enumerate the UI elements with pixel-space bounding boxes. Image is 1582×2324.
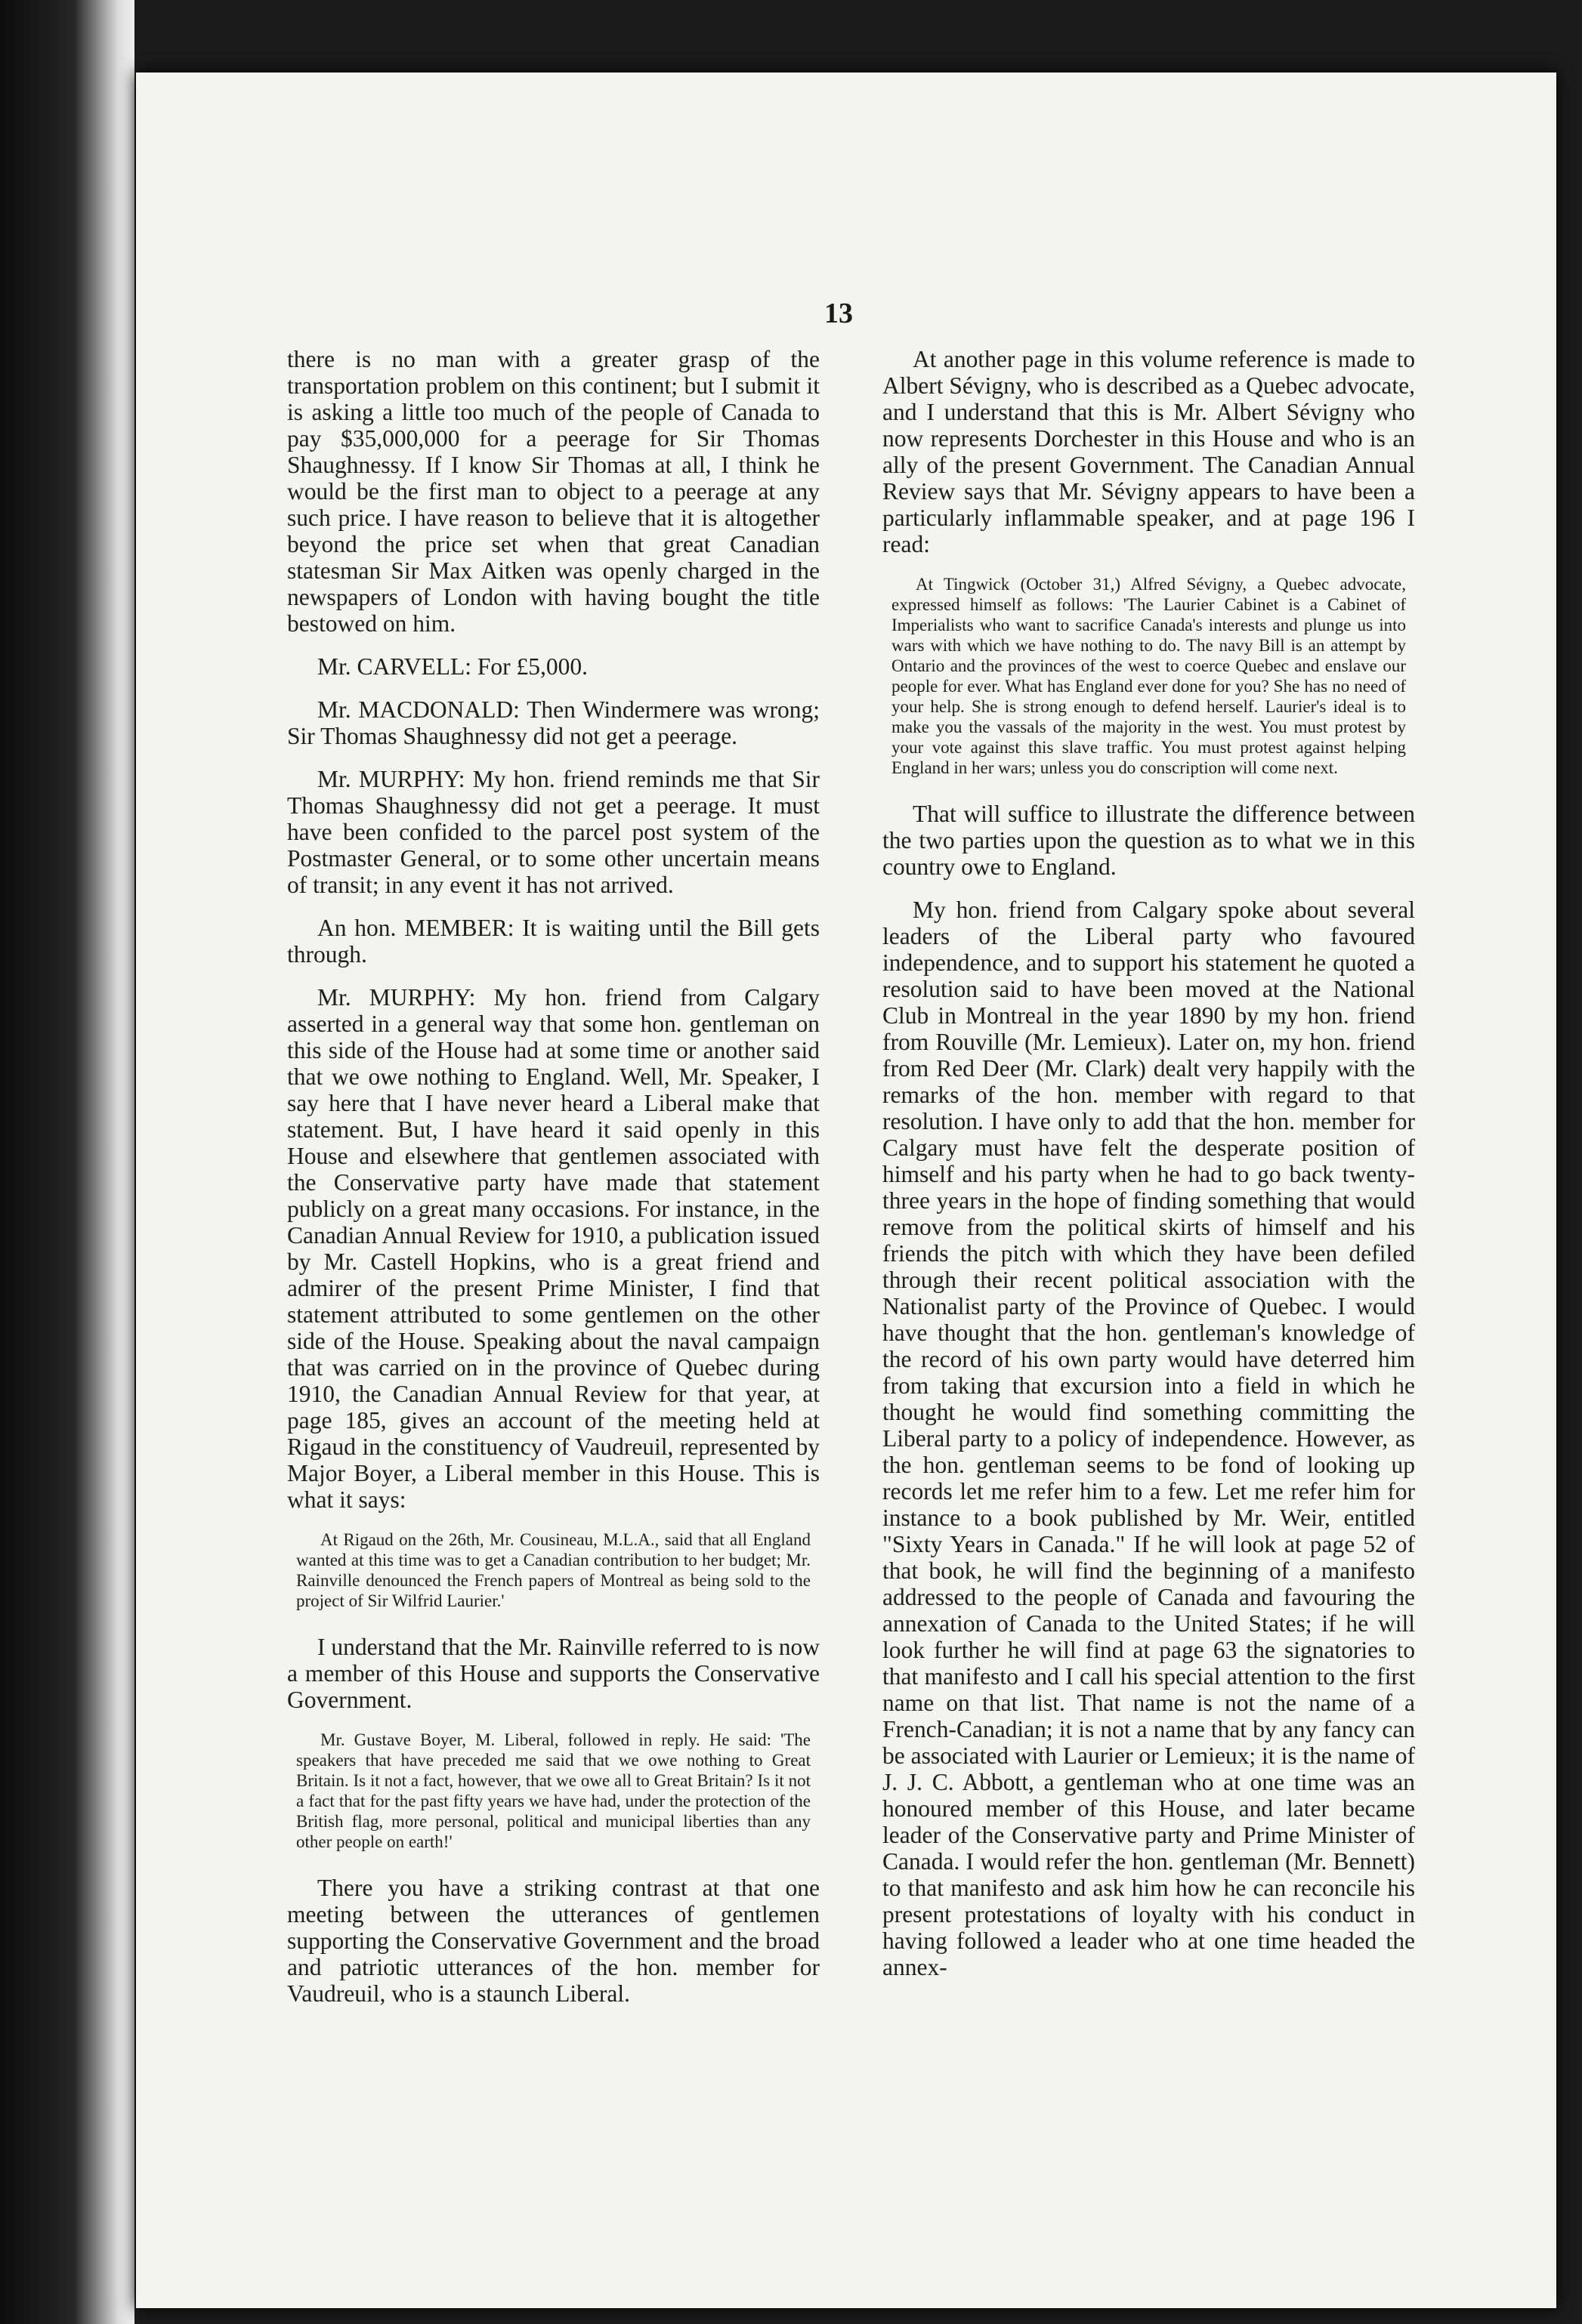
- block-quote: At Rigaud on the 26th, Mr. Cousineau, M.L.A., said that all England wanted at this time was to get a Canadian contribution to her budget; Mr. Rainville denounced the French papers of Montreal as being sold to the project of Sir Wilfrid Laurier.': [296, 1530, 811, 1610]
- block-quote: At Tingwick (October 31,) Alfred Sévigny, a Quebec advocate, expressed himself as follows: 'The Laurier Cabinet is a Cabinet of Imperialists who want to sacrifice Canada's interests and plunge us into wars with which we have nothing to do. The navy Bill is an attempt by Ontario and the provinces of the west to coerce Quebec and enslave our people for ever. What has England ever done for you? She has no need of your help. She is strong enough to defend herself. Laurier's ideal is to make you the vassals of the majority in the west. You must protest by your vote against this slave traffic. You must protest against helping England in her wars; unless you do conscription will come next.: [891, 575, 1406, 777]
- paragraph: An hon. MEMBER: It is waiting until the Bill gets through.: [287, 915, 820, 968]
- paragraph: My hon. friend from Calgary spoke about several leaders of the Liberal party who favoured independence, and to support his statement he quoted a resolution said to have been moved at the National Club in Montreal in the year 1890 by my hon. friend from Rouville (Mr. Lemieux). Later on, my hon. friend from Red Deer (Mr. Clark) dealt very happily with the remarks of the hon. member with regard to that resolution. I have only to add that the hon. member for Calgary must have felt the desperate position of himself and his party when he had to go back twenty-three years in the hope of finding something that would remove from the political skirts of himself and his friends the pitch with which they have been defiled through their recent political association with the Nationalist party of the Province of Quebec. I would have thought that the hon. gentleman's knowledge of the record of his own party would have deterred him from taking that excursion into a field in which he thought he would find something committing the Liberal party to a policy of independence. However, as the hon. gentleman seems to be fond of looking up records let me refer him to a few. Let me refer him for instance to a book published by Mr. Weir, entitled "Sixty Years in Canada." If he will look at page 52 of that book, he will find the beginning of a manifesto addressed to the people of Canada and favouring the annexation of Canada to the United States; if he will look further he will find at page 63 the signatories to that manifesto and I call his special attention to the first name on that list. That name is not the name of a French-Canadian; it is not a name that by any fancy can be associated with Laurier or Lemieux; it is the name of J. J. C. Abbott, a gentleman who at one time was an honoured member of this House, and later became leader of the Conservative party and Prime Minister of Canada. I would refer the hon. gentleman (Mr. Bennett) to that manifesto and ask him how he can reconcile his present protestations of loyalty with his conduct in having followed a leader who at one time headed the annex-: [882, 897, 1416, 1980]
- paragraph: At another page in this volume reference is made to Albert Sévigny, who is described as a Quebec advocate, and I understand that this is Mr. Albert Sévigny who now represents Dorchester in this House and who is an ally of the present Government. The Canadian Annual Review says that Mr. Sévigny appears to have been a particularly inflammable speaker, and at page 196 I read:: [882, 346, 1415, 557]
- paragraph: Mr. CARVELL: For £5,000.: [317, 653, 588, 680]
- paragraph: There you have a striking contrast at that one meeting between the utterances of gentlemen supporting the Conservative Government and the broad and patriotic utterances of the hon. member for Vaudreuil, who is a staunch Liberal.: [287, 1875, 820, 2007]
- block-quote: Mr. Gustave Boyer, M. Liberal, followed in reply. He said: 'The speakers that have preceded me said that we owe nothing to Great Britain. Is it not a fact, however, that we owe all to Great Britain? Is it not a fact that for the past fifty years we have had, under the protection of the British flag, more personal, political and municipal liberties than any other people on earth!': [296, 1730, 811, 1851]
- paragraph-continued: there is no man with a greater grasp of the transportation problem on this continent; but I submit it is asking a little too much of the people of Canada to pay $35,000,000 for a peerage for Sir Thomas Shaughnessy. If I know Sir Thomas at all, I think he would be the first man to object to a peerage at any such price. I have reason to believe that it is altogether beyond the price set when that great Canadian statesman Sir Max Aitken was openly charged in the newspapers of London with having bought the title bestowed on him.: [287, 346, 820, 637]
- right-column: [882, 346, 1415, 1997]
- paragraph: I understand that the Mr. Rainville referred to is now a member of this House and supports the Conservative Government.: [287, 1634, 820, 1713]
- paragraph: Mr. MURPHY: My hon. friend reminds me that Sir Thomas Shaughnessy did not get a peerage. It must have been confided to the parcel post system of the Postmaster General, or to some other uncertain means of transit; in any event it has not arrived.: [287, 766, 820, 898]
- page-number: 13: [824, 298, 853, 329]
- left-column: [287, 346, 820, 2023]
- paragraph: Mr. MURPHY: My hon. friend from Calgary asserted in a general way that some hon. gentleman on this side of the House had at some time or another said that we owe nothing to England. Well, Mr. Speaker, I say here that I have never heard a Liberal make that statement. But, I have heard it said openly in this House and elsewhere that gentlemen associated with the Conservative party have made that statement publicly on a great many occasions. For instance, in the Canadian Annual Review for 1910, a publication issued by Mr. Castell Hopkins, who is a great friend and admirer of the present Prime Minister, I find that statement attributed to some gentlemen on the other side of the House. Speaking about the naval campaign that was carried on in the province of Quebec during 1910, the Canadian Annual Review for that year, at page 185, gives an account of the meeting held at Rigaud in the constituency of Vaudreuil, represented by Major Boyer, a Liberal member in this House. This is what it says:: [287, 984, 820, 1513]
- paragraph: Mr. MACDONALD: Then Windermere was wrong; Sir Thomas Shaughnessy did not get a peerage.: [287, 696, 820, 749]
- adjacent-page-edge: [0, 0, 134, 2324]
- paragraph: That will suffice to illustrate the difference between the two parties upon the question as to what we in this country owe to England.: [882, 801, 1415, 880]
